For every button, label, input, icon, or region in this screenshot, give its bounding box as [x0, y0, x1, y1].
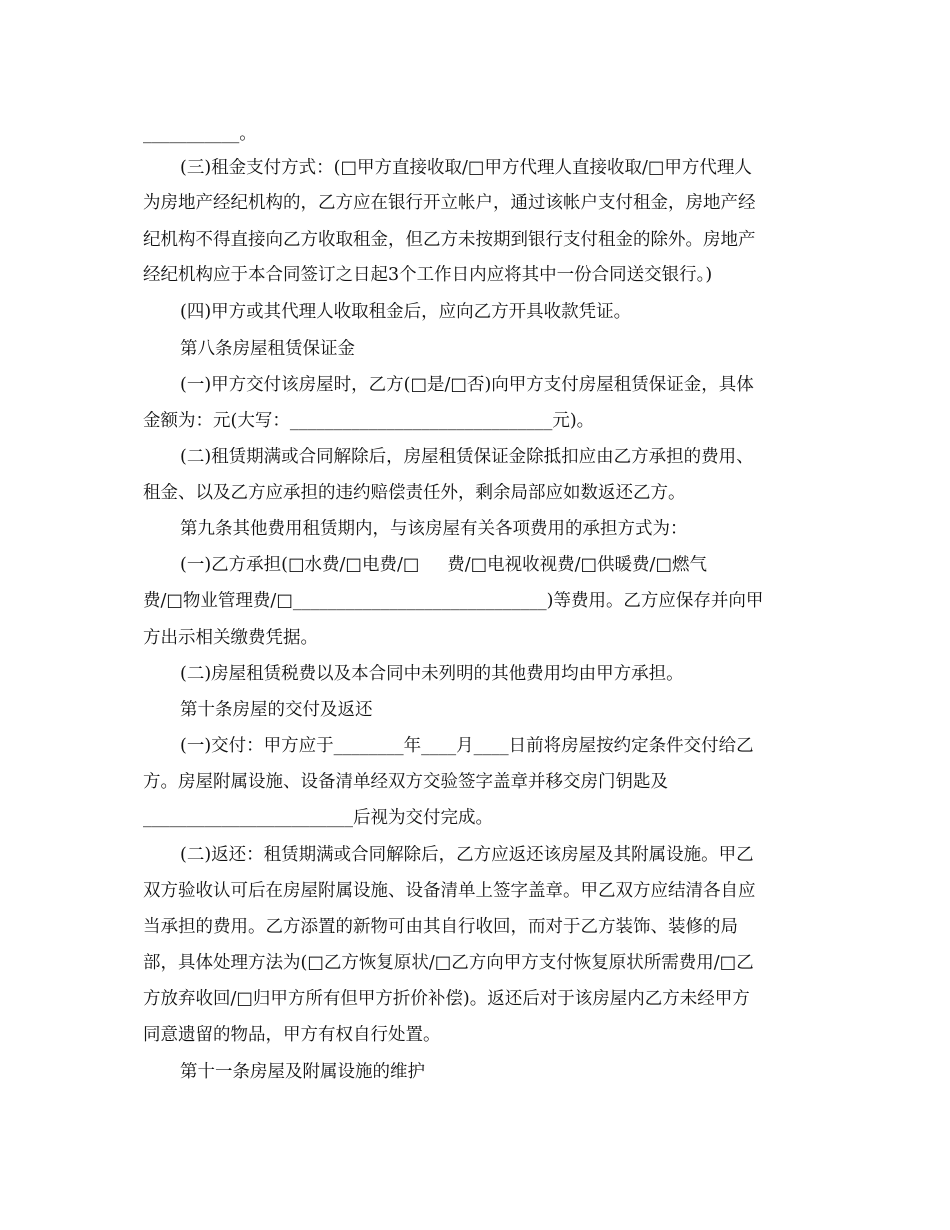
- section-heading: 第八条房屋租赁保证金: [180, 339, 355, 359]
- section-heading: 第九条其他费用租赁期内，与该房屋有关各项费用的承担方式为：: [180, 519, 688, 539]
- text-line: (四)甲方或其代理人收取租金后，应向乙方开具收款凭证。: [180, 302, 632, 322]
- text-line: 当承担的费用。乙方添置的新物可由其自行收回，而对于乙方装饰、装修的局: [143, 917, 738, 937]
- text-line: (一)乙方承担(□水费/□电费/□ 费/□电视收视费/□供暖费/□燃气: [180, 555, 707, 575]
- text-line: 费/□物业管理费/□_____________________________)等费用。乙方应保存并向甲: [143, 591, 764, 611]
- text-line: 同意遗留的物品，甲方有权自行处置。: [143, 1025, 441, 1045]
- text-line: 双方验收认可后在房屋附属设施、设备清单上签字盖章。甲乙双方应结清各自应: [143, 881, 756, 901]
- text-line: (二)租赁期满或合同解除后，房屋租赁保证金除抵扣应由乙方承担的费用、: [180, 447, 754, 467]
- text-line: 方放弃收回/□归甲方所有但甲方折价补偿)。返还后对于该房屋内乙方未经甲方: [143, 989, 750, 1009]
- section-heading: 第十条房屋的交付及返还: [180, 700, 373, 720]
- text-line: 方。房屋附属设施、设备清单经双方交验签字盖章并移交房门钥匙及: [143, 772, 668, 792]
- text-line: 为房地产经纪机构的，乙方应在银行开立帐户，通过该帐户支付租金，房地产经: [143, 193, 756, 213]
- text-line: 纪机构不得直接向乙方收取租金，但乙方未按期到银行支付租金的除外。房地产: [143, 230, 756, 250]
- text-line: 租金、以及乙方应承担的违约赔偿责任外，剩余局部应如数返还乙方。: [143, 483, 686, 503]
- text-line: (二)房屋租赁税费以及本合同中未列明的其他费用均由甲方承担。: [180, 664, 684, 684]
- text-line: ___________。: [143, 124, 257, 144]
- text-line: ________________________后视为交付完成。: [143, 808, 493, 828]
- text-line: 部，具体处理方法为(□乙方恢复原状/□乙方向甲方支付恢复原状所需费用/□乙: [143, 953, 754, 973]
- text-line: (三)租金支付方式：(□甲方直接收取/□甲方代理人直接收取/□甲方代理人: [180, 158, 752, 178]
- text-line: (一)甲方交付该房屋时，乙方(□是/□否)向甲方支付房屋租赁保证金，具体: [180, 375, 754, 395]
- text-line: (二)返还：租赁期满或合同解除后，乙方应返还该房屋及其附属设施。甲乙: [180, 845, 754, 865]
- text-line: 金额为：元(大写：______________________________元)。: [143, 411, 595, 431]
- text-line: 经纪机构应于本合同签订之日起3个工作日内应将其中一份合同送交银行。): [143, 265, 713, 285]
- text-line: (一)交付：甲方应于________年____月____日前将房屋按约定条件交付给乙: [180, 736, 754, 756]
- section-heading: 第十一条房屋及附属设施的维护: [180, 1062, 425, 1082]
- text-line: 方出示相关缴费凭据。: [143, 628, 318, 648]
